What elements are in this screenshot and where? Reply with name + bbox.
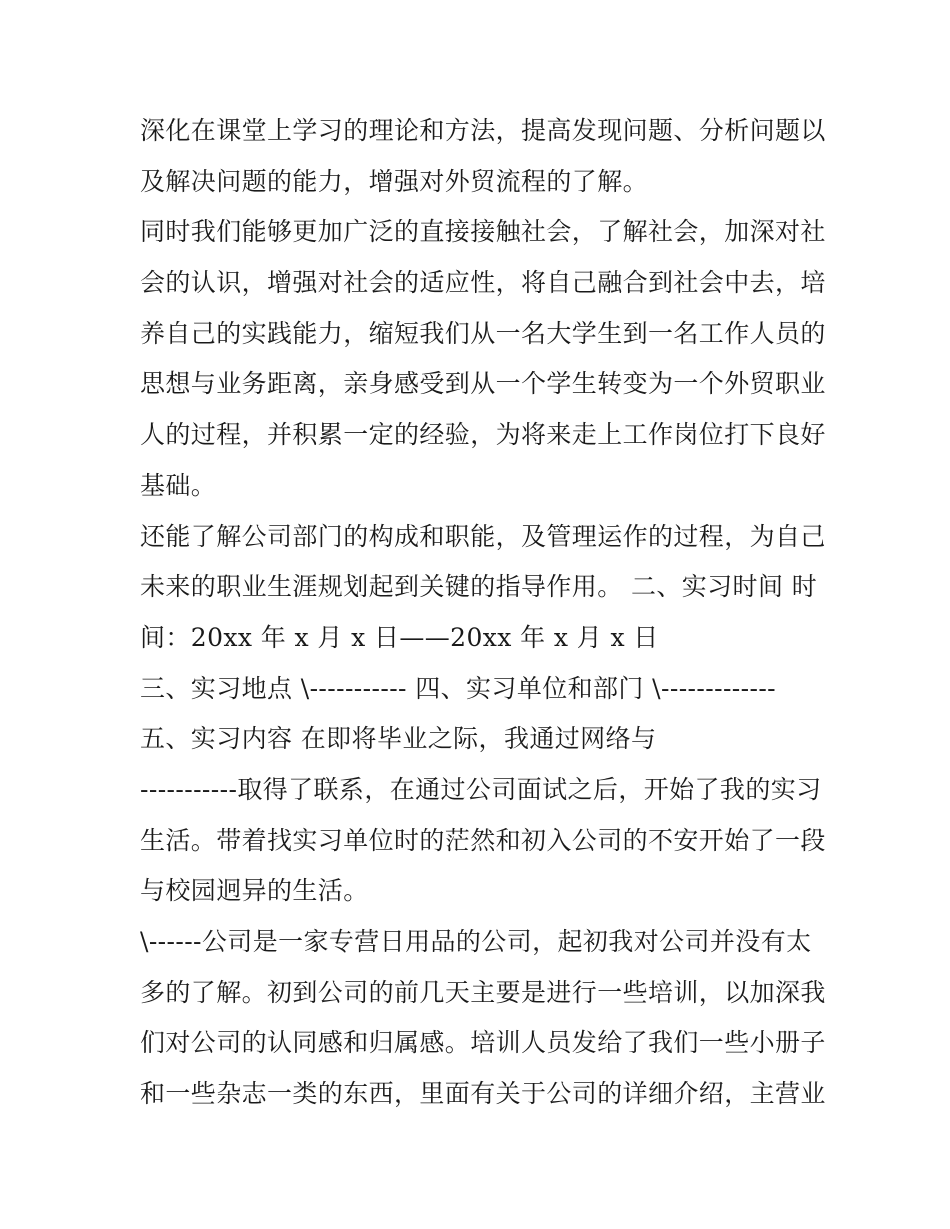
text-line: 五、实习内容 在即将毕业之际，我通过网络与 (140, 724, 657, 754)
text-line: 思想与业务距离，亲身感受到从一个学生转变为一个外贸职业 (140, 369, 826, 399)
text-line: 和一些杂志一类的东西，里面有关于公司的详细介绍，主营业 (140, 1079, 826, 1109)
text-line: 生活。带着找实习单位时的茫然和初入公司的不安开始了一段 (140, 825, 826, 855)
text-line: 还能了解公司部门的构成和职能，及管理运作的过程，为自己 (140, 521, 826, 551)
text-line: 未来的职业生涯规划起到关键的指导作用。 二、实习时间 时 (140, 572, 818, 602)
text-line: 会的认识，增强对社会的适应性，将自己融合到社会中去，培 (140, 268, 826, 298)
document-body (140, 106, 826, 1120)
text-line: 人的过程，并积累一定的经验，为将来走上工作岗位打下良好 (140, 420, 826, 450)
text-line: 及解决问题的能力，增强对外贸流程的了解。 (140, 166, 649, 196)
text-line: 间：20xx 年 x 月 x 日——20xx 年 x 月 x 日 (140, 622, 659, 652)
text-line: -----------取得了联系，在通过公司面试之后，开始了我的实习 (140, 774, 822, 804)
text-line: 多的了解。初到公司的前几天主要是进行一些培训，以加深我 (140, 977, 826, 1007)
text-line: 基础。 (140, 470, 217, 500)
text-line: 养自己的实践能力，缩短我们从一名大学生到一名工作人员的 (140, 318, 826, 348)
text-line: 三、实习地点 \----------- 四、实习单位和部门 \------------- (140, 673, 777, 703)
text-line: \------公司是一家专营日用品的公司，起初我对公司并没有太 (140, 927, 812, 956)
text-line: 同时我们能够更加广泛的直接接触社会，了解社会，加深对社 (140, 217, 826, 247)
text-line: 深化在课堂上学习的理论和方法，提高发现问题、分析问题以 (140, 116, 826, 145)
text-line: 与校园迥异的生活。 (140, 876, 369, 906)
text-line: 们对公司的认同感和归属感。培训人员发给了我们一些小册子 (140, 1028, 826, 1058)
